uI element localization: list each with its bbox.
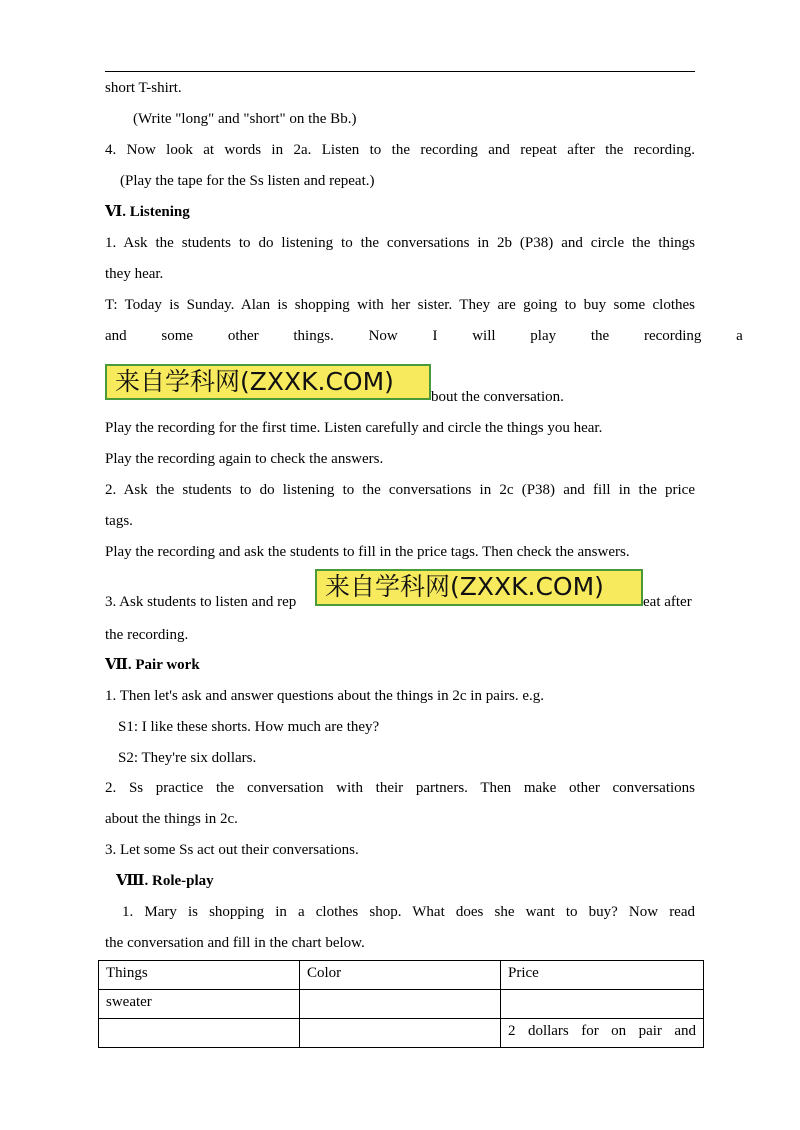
text-line: Play the recording and ask the students to fill in the price tags. Then check the answers. (105, 544, 630, 560)
table-cell: sweater (99, 990, 300, 1019)
column-header: Price (501, 961, 704, 990)
text-line: 2. Ss practice the conversation with their partners. Then make other conversations (105, 780, 695, 796)
text-line: 1. Mary is shopping in a clothes shop. What does she want to buy? Now read (122, 904, 695, 920)
text-line: (Play the tape for the Ss listen and repeat.) (120, 173, 375, 189)
text-line: 4. Now look at words in 2a. Listen to the recording and repeat after the recording. (105, 142, 695, 158)
text-line: S1: I like these shorts. How much are they? (118, 719, 380, 735)
text-line: bout the conversation. (431, 389, 564, 405)
spread-words: and some other things. Now I will play the recording a (105, 328, 743, 344)
text-line: short T-shirt. (105, 80, 182, 96)
watermark-logo: 来自学科网(ZXXK.COM) (315, 569, 643, 606)
text-line: 3. Ask students to listen and rep (105, 594, 297, 610)
text-line: the conversation and fill in the chart below. (105, 935, 365, 951)
watermark-logo: 来自学科网(ZXXK.COM) (105, 364, 431, 400)
column-header: Color (300, 961, 501, 990)
table-cell: 2 dollars for on pair and (501, 1019, 704, 1048)
section-heading-pair-work: Ⅶ. Pair work (105, 657, 200, 673)
text-line: they hear. (105, 266, 164, 282)
section-heading-role-play: Ⅷ. Role-play (116, 873, 214, 889)
text-line: Play the recording again to check the answers. (105, 451, 384, 467)
table-cell (300, 990, 501, 1019)
table-header-row (99, 961, 704, 990)
text-line: tags. (105, 513, 133, 529)
section-heading-listening: Ⅵ. Listening (105, 204, 190, 220)
text-line: 1. Ask the students to do listening to the conversations in 2b (P38) and circle the things (105, 235, 695, 251)
table-cell (501, 990, 704, 1019)
table-cell (300, 1019, 501, 1048)
text-line: 2. Ask the students to do listening to the conversations in 2c (P38) and fill in the price (105, 482, 695, 498)
text-line: S2: They're six dollars. (118, 750, 257, 766)
text-line: about the things in 2c. (105, 811, 238, 827)
table-cell (99, 1019, 300, 1048)
table-row (99, 1019, 704, 1048)
fill-in-chart (98, 960, 704, 1048)
table-row (99, 990, 704, 1019)
text-line: Play the recording for the first time. Listen carefully and circle the things you hear. (105, 420, 603, 436)
text-line: 3. Let some Ss act out their conversations. (105, 842, 359, 858)
text-line: 1. Then let's ask and answer questions about the things in 2c in pairs. e.g. (105, 688, 545, 704)
text-line (105, 327, 743, 345)
header-rule (105, 71, 695, 72)
text-line: (Write "long" and "short" on the Bb.) (133, 111, 357, 127)
text-line: T: Today is Sunday. Alan is shopping with her sister. They are going to buy some clothes (105, 297, 695, 313)
column-header: Things (99, 961, 300, 990)
text-line: eat after (643, 594, 692, 610)
text-line: the recording. (105, 627, 189, 643)
